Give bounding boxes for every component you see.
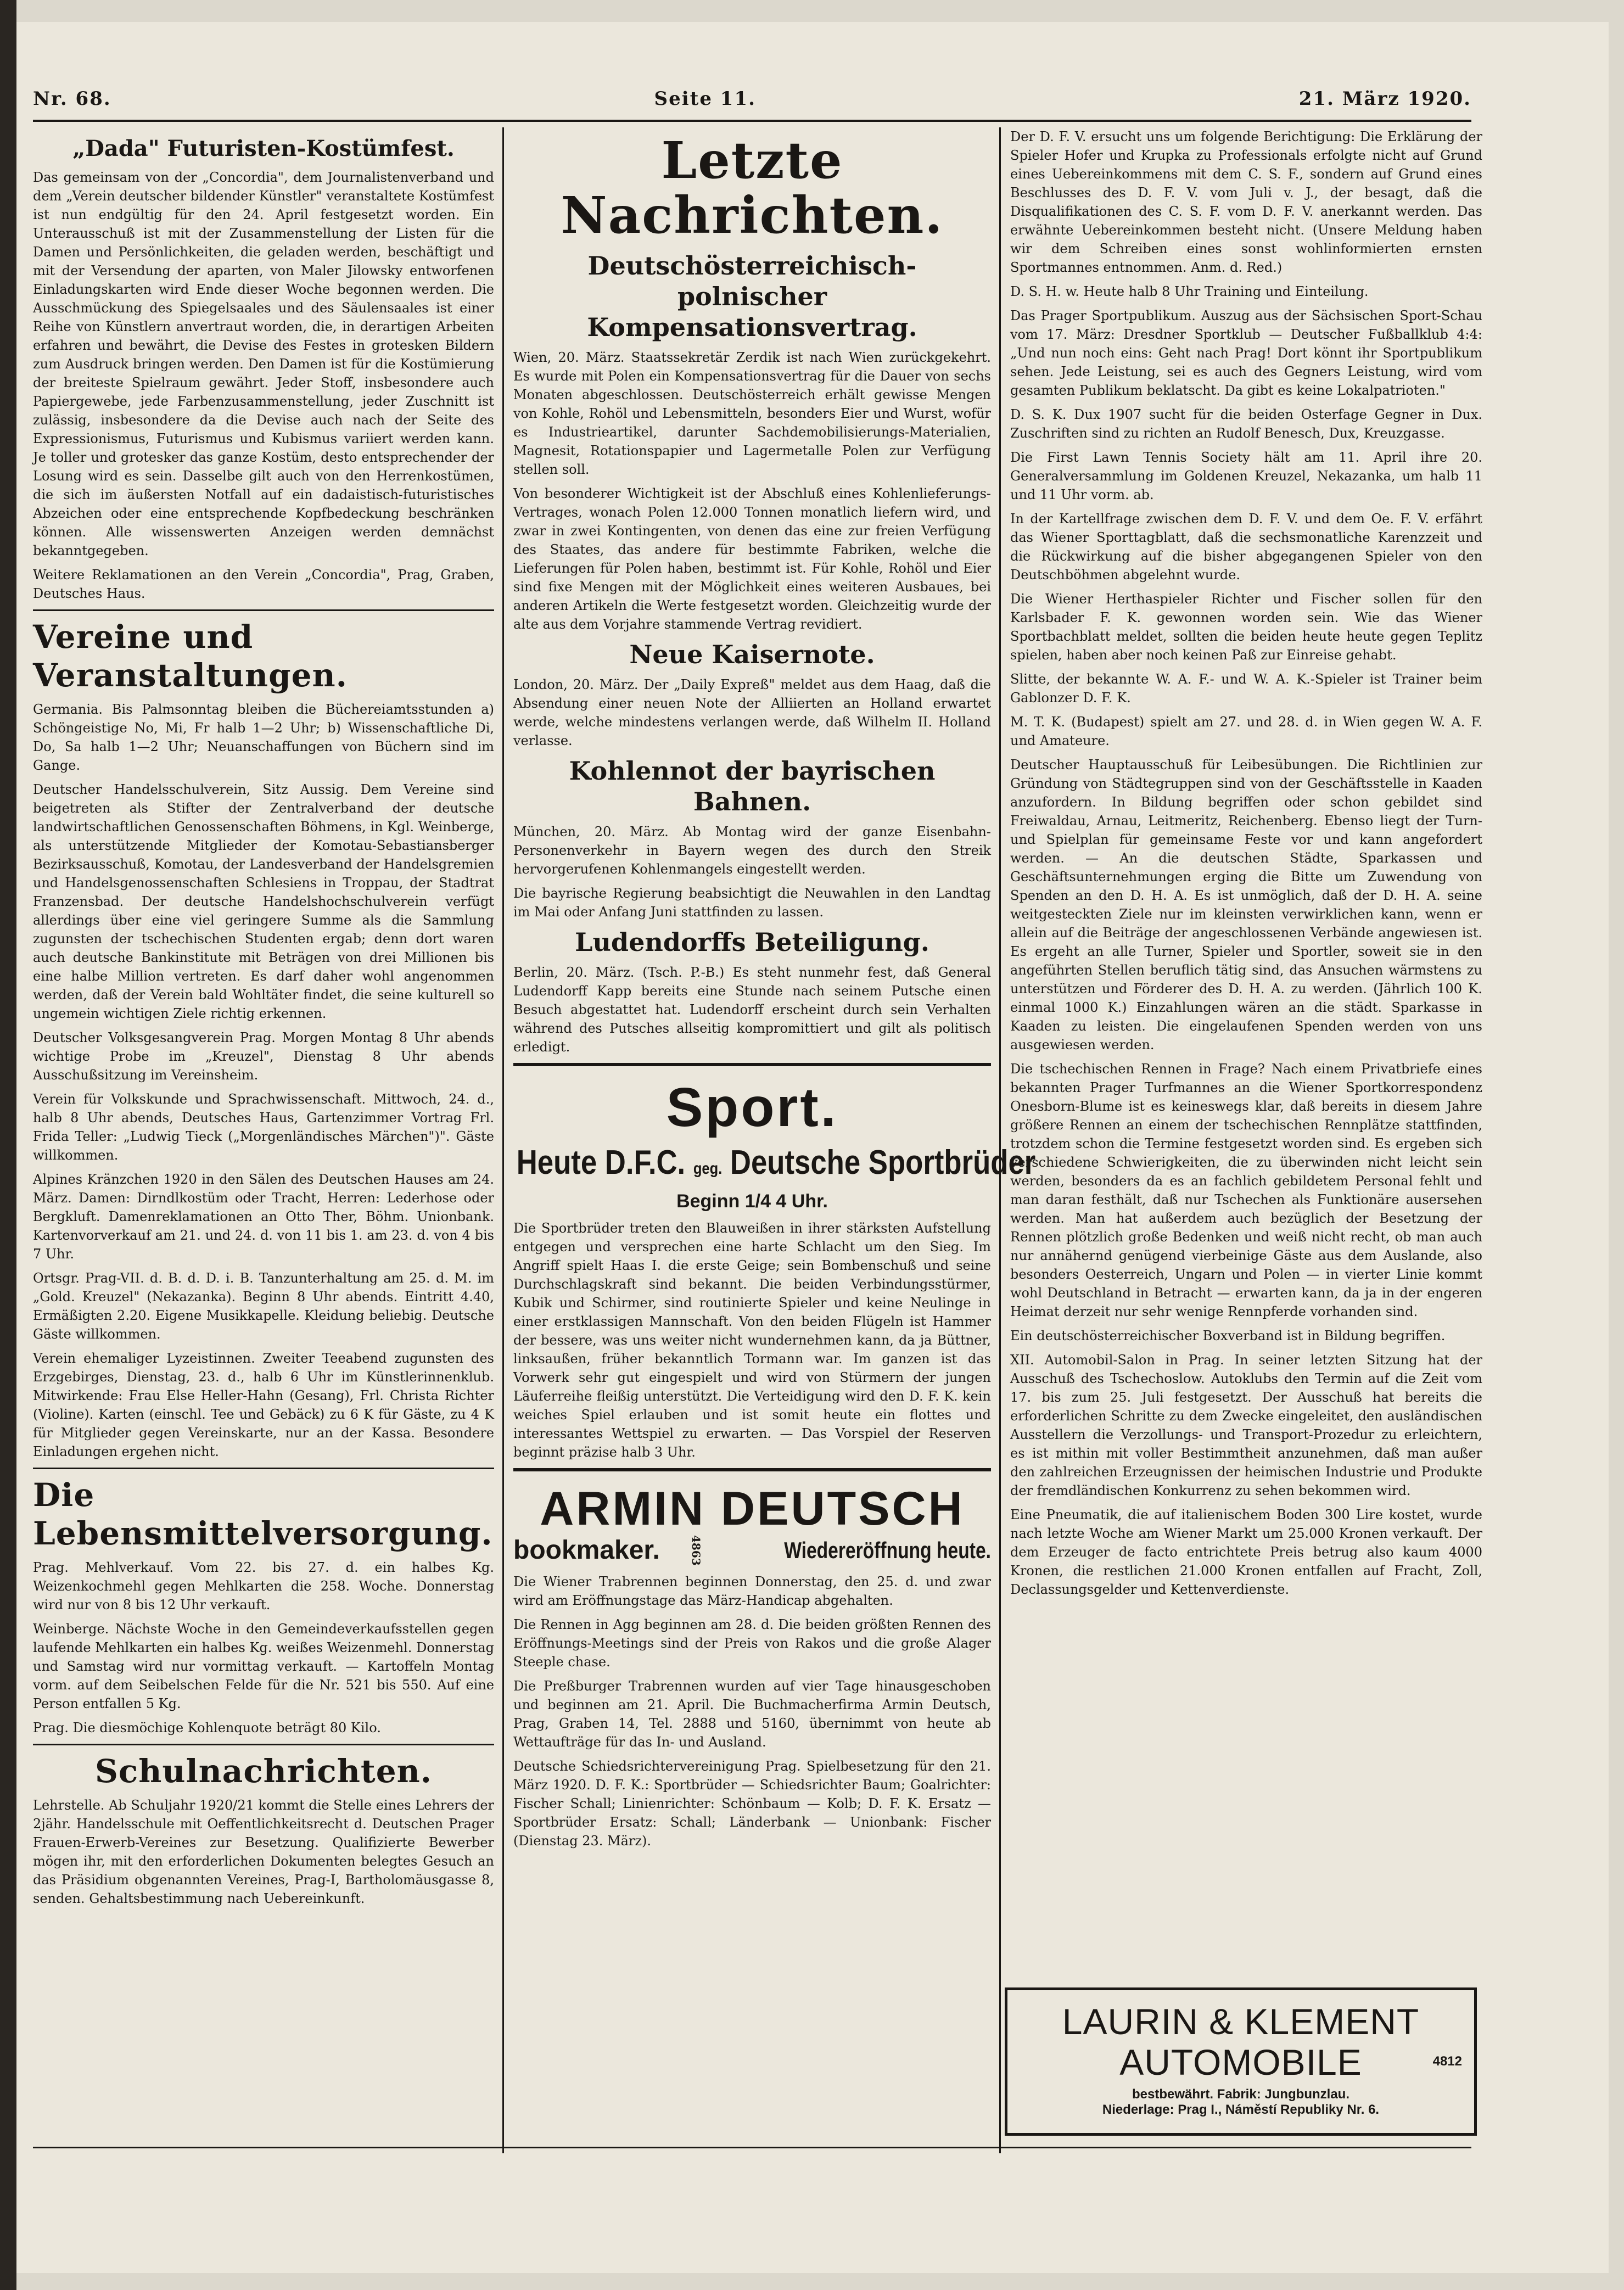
kohlennot-paragraph-1: München, 20. März. Ab Montag wird der ganze Eisenbahn-Personenverkehr in Bayern wegen des durch den Streik hervorgerufenen Kohlenmangels eingestellt werden.	[513, 824, 991, 877]
column-3	[1010, 127, 1482, 1978]
lebensmittel-paragraph-2: Weinberge. Nächste Woche in den Gemeindeverkaufsstellen gegen laufende Mehlkarten ein halbes Kg. weißes Weizenmehl. Donnerstag und Samstag wird nur vormittag verkauft. — Kartoffeln Montag vorm. auf dem Seibelschen Felde für die Nr. 521 bis 550. Auf eine Person entfallen 5 Kg.	[33, 1621, 494, 1711]
vereine-headline: Vereine und Veranstaltungen.	[33, 618, 348, 694]
header-rule	[33, 120, 1471, 122]
section-rule	[513, 1468, 991, 1471]
vertrag-paragraph-1: Wien, 20. März. Staatssekretär Zerdik ist nach Wien zurückgekehrt. Es wurde mit Polen ein Kompensationsvertrag für die Dauer von sechs Monaten abgeschlossen. Deutschösterreich erhält gewisse Mengen von Kohle, Rohöl und Lebensmitteln, besonders Eier und Wurst, wofür es Industrieartikel, darunter Sachdemobilisierungs-Materialien, Magnesit, Rotationspapier und Lagermetalle Polen zur Verfügung stellen soll.	[513, 350, 991, 477]
column-1	[33, 127, 494, 2137]
section-rule	[33, 1468, 494, 1469]
vereine-paragraph-2: Deutscher Handelsschulverein, Sitz Aussig. Dem Vereine sind beigetreten als Stifter der Zentralverband der deutsche landwirtschaftlichen Genossenschaften Böhmens, in Kgl. Weinberge, als unterstützende Mitglieder der Komotau-Sebastiansberger Bezirksausschuß, Komotau, der Landesverband der Handelsgremien und Handelsgenossenschaften Schlesiens in Troppau, der Stadtrat Franzensbad. Der deutsche Handelshochschulverein verfügt allerdings über eine viel geringere Summe als die Sammlung zugunsten der tschechischen Studenten ergab; denn dort waren auch deutsche Bankinstitute mit Beträgen von drei Millionen bis eine halbe Million vertreten. Es darf daher wohl angenommen werden, daß der Verein bald Wohltäter findet, die seine kulturell so ungemein wichtigen Ziele richtig erkennen.	[33, 782, 494, 1021]
ad-product: AUTOMOBILE	[1119, 2042, 1362, 2082]
reopening-label: Wiedereröffnung heute.	[784, 1537, 991, 1563]
vereine-paragraph-5: Alpines Kränzchen 1920 in den Sälen des Deutschen Hauses am 24. März. Damen: Dirndlkostüm oder Tracht, Herren: Lederhose oder Bergkluft. Damenreklamationen an Otto Ther, Böhm. Unionbank. Kartenvorverkauf am 21. und 24. d. von 11 bis 1. am 23. d. von 4 bis 7 Uhr.	[33, 1172, 494, 1262]
page-header	[33, 82, 1471, 115]
kaisernote-headline: Neue Kaisernote.	[629, 640, 875, 669]
sport-match-line	[516, 1143, 1036, 1189]
laurin-klement-ad	[1005, 1987, 1477, 2136]
col3-paragraph-12: Ein deutschösterreichischer Boxverband ist in Bildung begriffen.	[1010, 1328, 1446, 1343]
col3-paragraph-14: Eine Pneumatik, die auf italienischem Boden 300 Lire kostet, wurde nach letzte Woche am Wiener Markt um 25.000 Kronen verkauft. Der dem Erzeuger de facto entrichtete Preis betrug also kaum 4000 Kronen, die restlichen 21.000 Kronen entfallen auf Fracht, Zoll, Declassungsgelder und Kettenverdienste.	[1010, 1507, 1482, 1597]
column-2	[513, 127, 1036, 2159]
vereine-paragraph-6: Ortsgr. Prag-VII. d. B. d. D. i. B. Tanzunterhaltung am 25. d. M. im „Gold. Kreuzel" (Nekazanka). Beginn 8 Uhr abends. Eintritt 4.40, Ermäßigten 2.20. Eigene Musikkapelle. Kleidung beliebig. Deutsche Gäste willkommen.	[33, 1270, 494, 1342]
column-divider-1	[502, 127, 504, 2153]
kaisernote-paragraph-1: London, 20. März. Der „Daily Expreß" meldet aus dem Haag, daß die Absendung einer neuen Note der Alliierten an Holland erwartet werde, welche mindestens verlangen werde, daß Wilhelm II. Holland verlasse.	[513, 677, 991, 748]
schul-headline: Schulnachrichten.	[95, 1753, 432, 1790]
sport-vs: geg.	[693, 1160, 723, 1178]
col3-paragraph-5: Die First Lawn Tennis Society hält am 11. April ihre 20. Generalversammlung im Goldenen Kreuzel, Nekazanka, um halb 11 und 11 Uhr vorm. ab.	[1010, 450, 1482, 502]
sport-paragraph-1: Die Sportbrüder treten den Blauweißen in ihrer stärksten Aufstellung entgegen und versprechen eine harte Schlacht um den Sieg. Im Angriff spielt Haas I. die erste Geige; sein Bombenschuß und seine Durchschlagskraft sind bekannt. Die beiden Verbindungsstürmer, Kubik und Schirmer, sind routinierte Spieler und keine Neulinge in einer erstklassigen Mannschaft. Von den beiden Flügeln ist Hammer der bessere, was uns weiter nicht wundernehmen kann, da ja Büttner, linksaußen, früher bekanntlich Tormann war. Im ganzen ist das Vorwerk sehr gut eingespielt und wird von Stürmern der jungen Läuferreihe fleißig unterstützt. Die Verteidigung wird den D. F. K. kein weiches Spiel erlauben und ist somit heute ein flottes und interessantes Wettspiel zu erwarten. — Das Vorspiel der Reserven beginnt präzise halb 3 Uhr.	[513, 1220, 991, 1460]
sport-start-time: Beginn 1/4 4 Uhr.	[676, 1191, 828, 1212]
sport-team-a: Heute D.F.C.	[516, 1144, 686, 1182]
col3-paragraph-8: Slitte, der bekannte W. A. F.- und W. A. K.-Spieler ist Trainer beim Gablonzer D. F. K.	[1010, 671, 1482, 706]
lebensmittel-paragraph-1: Prag. Mehlverkauf. Vom 22. bis 27. d. ein halbes Kg. Weizenkochmehl gegen Mehlkarten die 258. Woche. Donnerstag wird nur von 8 bis 12 Uhr verkauft.	[33, 1560, 494, 1612]
section-rule	[33, 1744, 494, 1745]
armin-paragraph-4: Deutsche Schiedsrichtervereinigung Prag. Spielbesetzung für den 21. März 1920. D. F. K.: Sportbrüder — Schiedsrichter Baum; Goalrichter: Fischer Schall; Linienrichter: Schönbaum — Kolb; D. F. K. Ersatz — Sportbrüder Ersatz: Schall; Länderbank — Unionbank: Fischer (Dienstag 23. März).	[513, 1758, 991, 1849]
lebensmittel-paragraph-3: Prag. Die diesmöchige Kohlenquote beträgt 80 Kilo.	[33, 1720, 381, 1735]
ad-showroom: Niederlage: Prag I., Náměstí Republiky Nr. 6.	[1102, 2102, 1380, 2117]
issue-date: 21. März 1920.	[1298, 88, 1471, 110]
footer-rule	[33, 2147, 1471, 2148]
schul-paragraph-1: Lehrstelle. Ab Schuljahr 1920/21 kommt die Stelle eines Lehrers der 2jähr. Handelsschule mit Oeffentlichkeitsrecht d. Deutschen Prager Frauen-Erwerb-Vereines zur Besetzung. Qualifizierte Bewerber mögen ihr, mit den erforderlichen Dokumenten belegtes Gesuch an das Präsidium obgenannten Vereines, Prag-I, Bartholomäusgasse 8, senden. Gehaltsbestimmung nach Uebereinkunft.	[33, 1798, 494, 1906]
issue-number: Nr. 68.	[33, 88, 111, 110]
ad-brand: LAURIN & KLEMENT	[1062, 2001, 1420, 2042]
ad-number: 4863	[689, 1535, 703, 1566]
armin-paragraph-1: Die Wiener Trabrennen beginnen Donnerstag, den 25. d. und zwar wird am Eröffnungstage das März-Handicap abgehalten.	[513, 1574, 991, 1608]
section-rule	[513, 1063, 991, 1066]
dada-headline: „Dada" Futuristen-Kostümfest.	[72, 136, 455, 161]
col3-paragraph-6: In der Kartellfrage zwischen dem D. F. V. und dem Oe. F. V. erfährt das Wiener Sporttagblatt, daß die sechsmonatliche Karenzzeit und die Rückwirkung auf die bisher abgegangenen Spieler von den Deutschböhmen abgelehnt wurde.	[1010, 511, 1482, 583]
col3-paragraph-13: XII. Automobil-Salon in Prag. In seiner letzten Sitzung hat der Ausschuß des Tschechoslow. Autoklubs den Termin auf die Zeit vom 17. bis zum 25. Juli festgesetzt. Der Ausschuß hat bereits die erforderlichen Schritte zu dem Zwecke eingeleitet, den ausländischen Ausstellern die Verzollungs- und Transport-Prozedur zu erleichtern, es ist mithin mit voller Bestimmtheit anzunehmen, daß man außer den zahlreichen Erzeugnissen der heimischen Industrie und Produkte der fremdländischen Konkurrenz zu sehen bekommen wird.	[1010, 1352, 1482, 1498]
col3-paragraph-3: Das Prager Sportpublikum. Auszug aus der Sächsischen Sport-Schau vom 17. März: Dresdner Sportklub — Deutscher Fußballklub 4:4: „Und nun noch eins: Geht nach Prag! Dort könnt ihr Sportpublikum sehen. Jede Leistung, sei es auch des Gegners Leistung, wird vom gesamten Publikum beklatscht. Da gibt es keine Lokalpatrioten."	[1010, 308, 1482, 398]
section-rule	[33, 609, 494, 611]
col3-paragraph-1: Der D. F. V. ersucht uns um folgende Berichtigung: Die Erklärung der Spieler Hofer und Krupka zu Professionals erfolgte nicht auf Grund eines Uebereinkommens mit dem C. S. F., sondern auf Grund eines Beschlusses des D. F. V. vom Juli v. J., der besagt, daß die Disqualifikationen des C. S. F. vom D. F. V. anerkannt werden. Das erwähnte Uebereinkommen besteht nicht. (Unsere Meldung haben wir dem Schreiben eines sonst wohlinformierten ernsten Sportmannes entnommen. Anm. d. Red.)	[1010, 129, 1482, 275]
vertrag-paragraph-2: Von besonderer Wichtigkeit ist der Abschluß eines Kohlenlieferungs-Vertrages, wonach Polen 12.000 Tonnen monatlich liefern wird, und zwar in zwei Kontingenten, von denen das eine zur freien Verfügung des Staates, das andere für bestimmte Fabriken, welche die Lieferungen für Polen haben, bestimmt ist. Für Kohle, Rohöl und Eier sind fixe Mengen mit der Möglichkeit eines weiteren Ausbaues, bei anderen Artikeln die Werte festgesetzt worden. Gleichzeitig wurde der alte aus dem Vorjahre stammende Vertrag revidiert.	[513, 486, 991, 632]
vertrag-headline: Deutschösterreichisch-polnischer Kompensationsvertrag.	[587, 251, 917, 342]
col3-paragraph-4: D. S. K. Dux 1907 sucht für die beiden Osterfage Gegner in Dux. Zuschriften sind zu richten an Rudolf Benesch, Dux, Kreuzgasse.	[1010, 407, 1482, 441]
letzte-nachrichten-headline: Letzte Nachrichten.	[561, 131, 944, 245]
sport-headline: Sport.	[666, 1077, 838, 1138]
vereine-paragraph-7: Verein ehemaliger Lyzeistinnen. Zweiter Teeabend zugunsten des Erzgebirges, Dienstag, 23. d., halb 6 Uhr im Künstlerinnenklub. Mitwirkende: Frau Else Heller-Hahn (Gesang), Frl. Christa Richter (Violine). Karten (einschl. Tee und Gebäck) zu 6 K für Gäste, zu 4 K für Mitglieder gegen Vereinskarte, nur an der Kassa. Besondere Einladungen ergehen nicht.	[33, 1351, 494, 1459]
col3-paragraph-7: Die Wiener Herthaspieler Richter und Fischer sollen für den Karlsbader F. K. gewonnen worden sein. Wie das Wiener Sportbachblatt meldet, sollten die beiden heute heute gegen Teplitz spielen, haben aber noch keinen Paß zur Einreise gehabt.	[1010, 591, 1482, 663]
ludendorff-headline: Ludendorffs Beteiligung.	[575, 927, 929, 957]
lebensmittel-headline: Die Lebensmittelversorgung.	[33, 1476, 493, 1552]
page-number: Seite 11.	[654, 88, 756, 110]
ad-number: 4812	[1432, 2054, 1462, 2069]
dada-paragraph-1: Das gemeinsam von der „Concordia", dem Journalistenverband und dem „Verein deutscher bildender Künstler" veranstaltete Kostümfest ist nun endgültig für den 24. April festgesetzt worden. Ein Unterausschuß ist mit der Zusammenstellung der Listen für die Damen und Persönlichkeiten, die geladen werden, beschäftigt und mit der Versendung der aparten, von Maler Jilowsky entworfenen Einladungskarten wird Ende dieser Woche begonnen werden. Die Ausschmückung des Spiegelsaales und des Säulensaales ist einer Reihe von Künstlern anvertraut worden, die, in derartigen Arbeiten erfahren und bewährt, die Devise des Festes in grotesken Bildern zum Ausdruck bringen werden. Den Damen ist für die Kostümierung der breiteste Spielraum gewährt. Jeder Stoff, insbesondere auch Papiergewebe, jede Farbenzusammenstellung, jeder Zuschnitt ist zulässig, insbesondere da die Devise auch nach der Seite des Expressionismus, Futurismus und Kubismus variiert werden kann. Je toller und grotesker das ganze Kostüm, desto entsprechender der Losung wird es sein. Dasselbe gilt auch von den Herrenkostümen, die sich im äußersten Notfall auf ein dadaistisch-futuristisches Abzeichen oder eine entsprechende Kopfbedeckung beschränken können. Alle wissenswerten Anzeigen werden demnächst bekanntgegeben.	[33, 170, 494, 558]
ad-factory: bestbewährt. Fabrik: Jungbunzlau.	[1132, 2087, 1350, 2102]
vereine-paragraph-3: Deutscher Volksgesangverein Prag. Morgen Montag 8 Uhr abends wichtige Probe im „Kreuzel", Dienstag 8 Uhr abends Ausschußsitzung im Vereinsheim.	[33, 1030, 494, 1083]
col3-paragraph-2: D. S. H. w. Heute halb 8 Uhr Training und Einteilung.	[1010, 284, 1369, 299]
page-binding-edge	[0, 0, 16, 2290]
armin-paragraph-3: Die Preßburger Trabrennen wurden auf vier Tage hinausgeschoben und beginnen am 21. April. Die Buchmacherfirma Armin Deutsch, Prag, Graben 14, Tel. 2888 und 5160, übernimmt von heute ab Wettaufträge für das In- und Ausland.	[513, 1678, 991, 1750]
col3-paragraph-11: Die tschechischen Rennen in Frage? Nach einem Privatbriefe eines bekannten Prager Turfmannes an die Wiener Sportkorrespondenz Onesborn-Blume ist es keineswegs klar, daß bereits in diesem Jahre größere Rennen an einem der tschechischen Rennplätze stattfinden, trotzdem schon die Termine festgesetzt worden sind. Es ergeben sich verschiedene Schwierigkeiten, die zu überwinden nicht leicht sein werden, besonders da es an fachlich gebildetem Personal fehlt und man daran festhält, daß nur Tschechen als Funktionäre ausersehen werden. Man hat außerdem auch bezüglich der Besetzung der Rennen plötzlich große Bedenken und weiß nicht recht, ob man auch nur annähernd genügend vierbeinige Gäste aus dem Auslande, also besonders Oesterreich, Ungarn und Polen — in vierter Linie kommt wohl Deutschland in Betracht — erwarten kann, da ja in der engeren Heimat derzeit nur sehr wenige Rennpferde vorhanden sind.	[1010, 1061, 1482, 1319]
bookmaker-label: bookmaker.	[513, 1536, 660, 1565]
sport-team-b: Deutsche Sportbrüder	[730, 1144, 1036, 1182]
armin-paragraph-2: Die Rennen in Agg beginnen am 28. d. Die beiden größten Rennen des Eröffnungs-Meetings sind der Preis von Rakos und die große Alager Steeple chase.	[513, 1616, 991, 1670]
column-divider-2	[999, 127, 1001, 2153]
vereine-paragraph-4: Verein für Volkskunde und Sprachwissenschaft. Mittwoch, 24. d., halb 8 Uhr abends, Deutsches Haus, Gartenzimmer Vortrag Frl. Frida Teller: „Ludwig Tieck („Morgenländisches Märchen")". Gäste willkommen.	[33, 1091, 494, 1163]
col3-paragraph-9: M. T. K. (Budapest) spielt am 27. und 28. d. in Wien gegen W. A. F. und Amateure.	[1010, 714, 1482, 748]
armin-deutsch-ad-name: ARMIN DEUTSCH	[540, 1482, 965, 1535]
dada-paragraph-2: Weitere Reklamationen an den Verein „Concordia", Prag, Graben, Deutsches Haus.	[33, 567, 494, 601]
ludendorff-paragraph-1: Berlin, 20. März. (Tsch. P.-B.) Es steht nunmehr fest, daß General Ludendorff Kapp bereits eine Stunde nach seinem Putsche einen Besuch abgestattet hat. Ludendorff erscheint durch sein Verhalten während des Putsches allseitig kompromittiert und gilt als politisch erledigt.	[513, 965, 991, 1055]
vereine-paragraph-1: Germania. Bis Palmsonntag bleiben die Büchereiamtsstunden a) Schöngeistige No, Mi, Fr halb 1—2 Uhr; b) Wissenschaftliche Di, Do, Sa halb 1—2 Uhr; Neuanschaffungen von Büchern sind im Gange.	[33, 702, 494, 773]
kohlennot-paragraph-2: Die bayrische Regierung beabsichtigt die Neuwahlen in den Landtag im Mai oder Anfang Juni stattfinden zu lassen.	[513, 886, 991, 920]
kohlennot-headline: Kohlennot der bayrischen Bahnen.	[569, 756, 936, 816]
armin-deutsch-ad-row	[513, 1535, 991, 1566]
col3-paragraph-10: Deutscher Hauptausschuß für Leibesübungen. Die Richtlinien zur Gründung von Städtegruppen sind von der Geschäftsstelle in Kaaden anzufordern. In Bildung begriffen oder schon gebildet sind Freiwaldau, Arnau, Leitmeritz, Reichenberg. Ebenso liegt der Turn- und Spielplan für gemeinsame Feste vor und kann angefordert werden. — An die deutschen Städte, Sparkassen und Geschäftsunternehmungen erging die Bitte um Zuwendung von Spenden an den D. H. A. Es ist unmöglich, daß der D. H. A. seine weitgesteckten Ziele nur im kleinsten verwirklichen kann, wenn er allein auf die Beiträge der angeschlossenen Verbände angewiesen ist. Es ergeht an alle Turner, Spieler und Sportler, soweit sie in den angeführten Stellen beruflich tätig sind, das Ansuchen wärmstens zu unterstützen und Förderer des D. H. A. zu werden. (Jährlich 100 K. einmal 1000 K.) Einzahlungen wären an die städt. Sparkasse in Kaaden zu leisten. Die eingelaufenen Spenden werden von uns ausgewiesen werden.	[1010, 757, 1482, 1052]
